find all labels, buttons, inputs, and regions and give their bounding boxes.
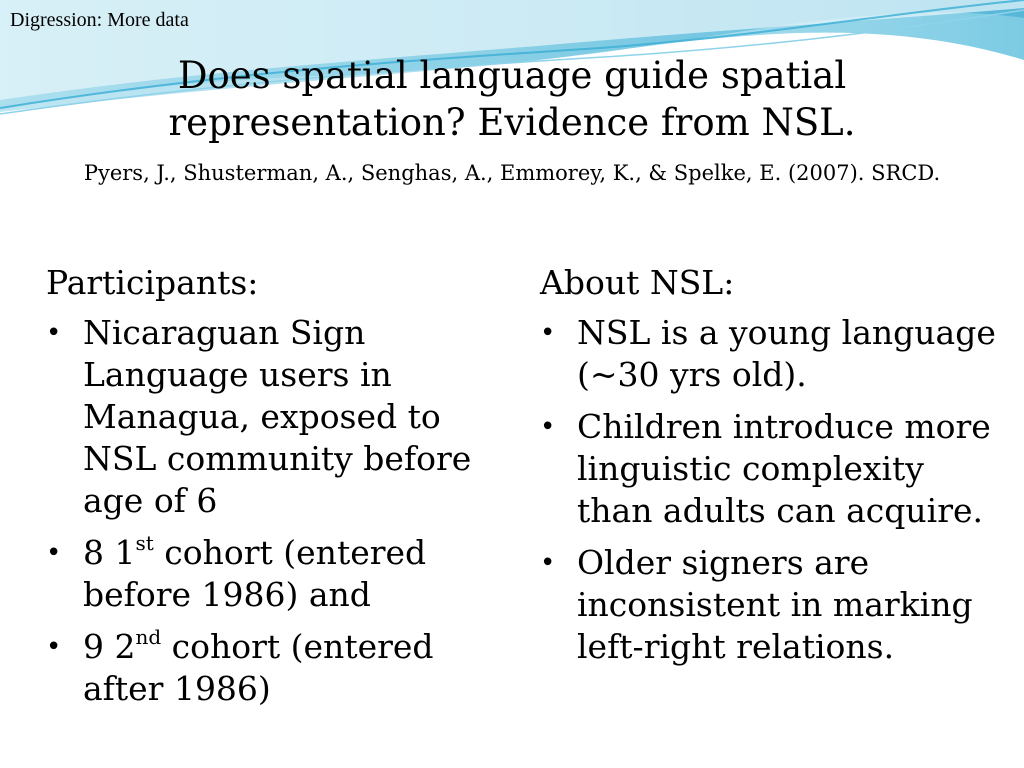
participants-list [46, 312, 496, 710]
bullet-icon: • [46, 538, 62, 568]
bullet-icon: • [540, 548, 556, 578]
about-nsl-list [540, 312, 1000, 668]
bullet-text-post: cohort (entered after 1986) [83, 627, 434, 708]
participants-column [46, 262, 496, 720]
list-item [46, 532, 496, 616]
bullet-text: Nicaraguan Sign Language users in Managua, exposed to NSL community before age of 6 [83, 313, 472, 520]
list-item [540, 542, 1000, 668]
ordinal-suffix: st [135, 531, 154, 555]
list-item [540, 406, 1000, 532]
bullet-icon: • [46, 632, 62, 662]
bullet-icon: • [540, 412, 556, 442]
title-line-1: Does spatial language guide spatial [177, 54, 847, 97]
list-item [540, 312, 1000, 396]
slide-title [0, 52, 1024, 146]
bullet-icon: • [46, 318, 62, 348]
list-item [46, 312, 496, 522]
about-nsl-heading: About NSL: [540, 263, 735, 302]
bullet-icon: • [540, 318, 556, 348]
bullet-text: NSL is a young language (~30 yrs old). [577, 313, 996, 394]
citation: Pyers, J., Shusterman, A., Senghas, A., Emmorey, K., & Spelke, E. (2007). SRCD. [83, 161, 941, 185]
bullet-text: Children introduce more linguistic complexity than adults can acquire. [577, 407, 991, 530]
title-line-2: representation? Evidence from NSL. [168, 101, 856, 144]
list-item [46, 626, 496, 710]
bullet-text: Older signers are inconsistent in marking left-right relations. [577, 543, 973, 666]
bullet-text-post: cohort (entered before 1986) and [83, 533, 427, 614]
about-nsl-column [540, 262, 1000, 678]
ordinal-suffix: nd [135, 625, 162, 649]
bullet-text-pre: 9 2 [83, 627, 136, 666]
participants-heading: Participants: [46, 263, 259, 302]
bullet-text-pre: 8 1 [83, 533, 136, 572]
slide-section-tag: Digression: More data [10, 9, 189, 31]
